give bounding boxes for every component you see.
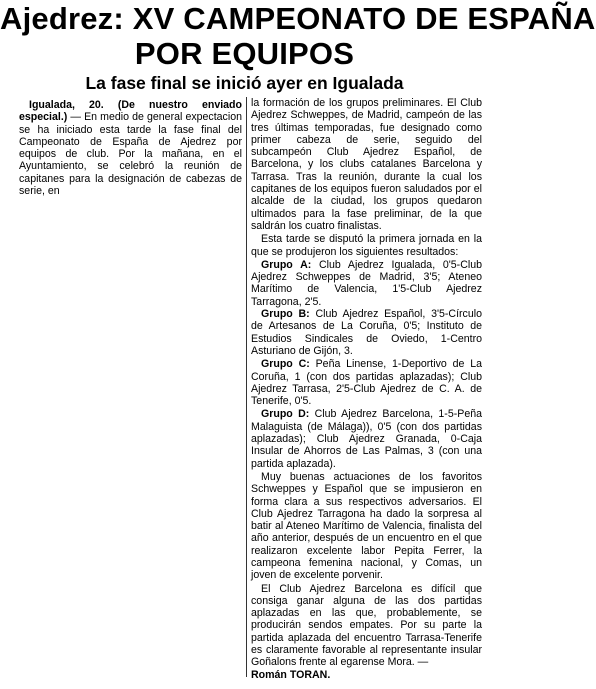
group-a-label: Grupo A: [261, 258, 312, 271]
group-d-results [251, 408, 482, 469]
group-a-results [251, 259, 482, 308]
headline-line-1: Ajedrez: XV CAMPEONATO DE ESPAÑA [0, 1, 596, 36]
paragraph-adjourned [251, 583, 482, 681]
paragraph-results-intro: Esta tarde se disputó la primera jornada en la que se produjeron los siguientes resultados: [251, 233, 482, 258]
author-signature: Román TORAN. [251, 668, 331, 681]
group-d-text: Club Ajedrez Barcelona, 1-5-Peña Malaguista (de Málaga)), 0'5 (con dos partidas aplazadas); Club Ajedrez Granada, 0-Caja Insular de Ahorros de Las Palmas, 3 (con una partida aplazada). [251, 408, 482, 470]
group-b-label: Grupo B: [261, 308, 310, 321]
adjourned-text: El Club Ajedrez Barcelona es difícil que consiga ganar alguna de las dos partidas aplazadas en las que, probablemente, se producirán sendos empates. Por su parte la partida aplazada del encuentro Tarrasa-Tenerife es claramente favorable al representante insular Goñalons frente al egarense Mora. — [251, 582, 482, 669]
group-b-text: Club Ajedrez Español, 3'5-Círculo de Artesanos de La Coruña, 0'5; Instituto de Estudios Sindicales de Oviedo, 1-Centro Asturiano de Gijón, 3. [251, 308, 482, 357]
group-c-results [251, 358, 482, 407]
group-a-text: Club Ajedrez Igualada, 0'5-Club Ajedrez Schweppes de Madrid, 3'5; Ateneo Marítimo de Valencia, 1'5-Club Ajedrez Tarragona, 2'5. [251, 258, 482, 308]
lead-paragraph [19, 99, 242, 197]
group-c-label: Grupo C: [261, 358, 310, 371]
article-right-column [251, 97, 482, 681]
group-d-label: Grupo D: [261, 408, 310, 421]
group-b-results [251, 308, 482, 357]
article-left-column [19, 99, 242, 197]
lead-text: — En medio de general expectacion se ha iniciado esta tarde la fase final del Campeonato de España de Ajedrez por equipos de club. Por la mañana, en el Ayuntamiento, se celebró la reunión de capitanes para la designación de cabezas de serie, en [19, 111, 242, 198]
column-divider [246, 97, 247, 677]
dateline: Igualada, 20. (De nuestro enviado especial.) [19, 99, 242, 124]
paragraph-continuation: la formación de los grupos preliminares. El Club Ajedrez Schweppes, de Madrid, campeón de las tres últimas temporadas, fue designado como primer cabeza de serie, seguido del subcampeón Club Ajedrez Español, de Barcelona, y los clubs catalanes Barcelona y Tarrasa. Tras la reunión, durante la cual los capitanes de los equipos fueron saludados por el alcalde de la ciudad, los grupos quedaron ultimados para la fase preliminar, de la que saldrán los cuatro finalistas. [251, 97, 482, 232]
headline-line-2: POR EQUIPOS [134, 36, 355, 71]
group-c-text: Peña Linense, 1-Deportivo de La Coruña, 1 (con dos partidas aplazadas); Club Ajedrez Tarrasa, 2'5-Club Ajedrez de C. A. de Tenerife, 0'5. [251, 358, 482, 408]
subheadline: La fase final se inició ayer en Igualada [85, 73, 404, 93]
paragraph-analysis: Muy buenas actuaciones de los favoritos Schweppes y Español que se impusieron en forma clara a sus respectivos adversarios. El Club Ajedrez Tarragona ha dado la sorpresa al batir al Ateneo Marítimo de Valencia, finalista del año anterior, después de un encuentro en el que realizaron excelente labor Pepita Ferrer, la campeona femenina nacional, y Comas, un joven de excelente porvenir. [251, 470, 482, 582]
